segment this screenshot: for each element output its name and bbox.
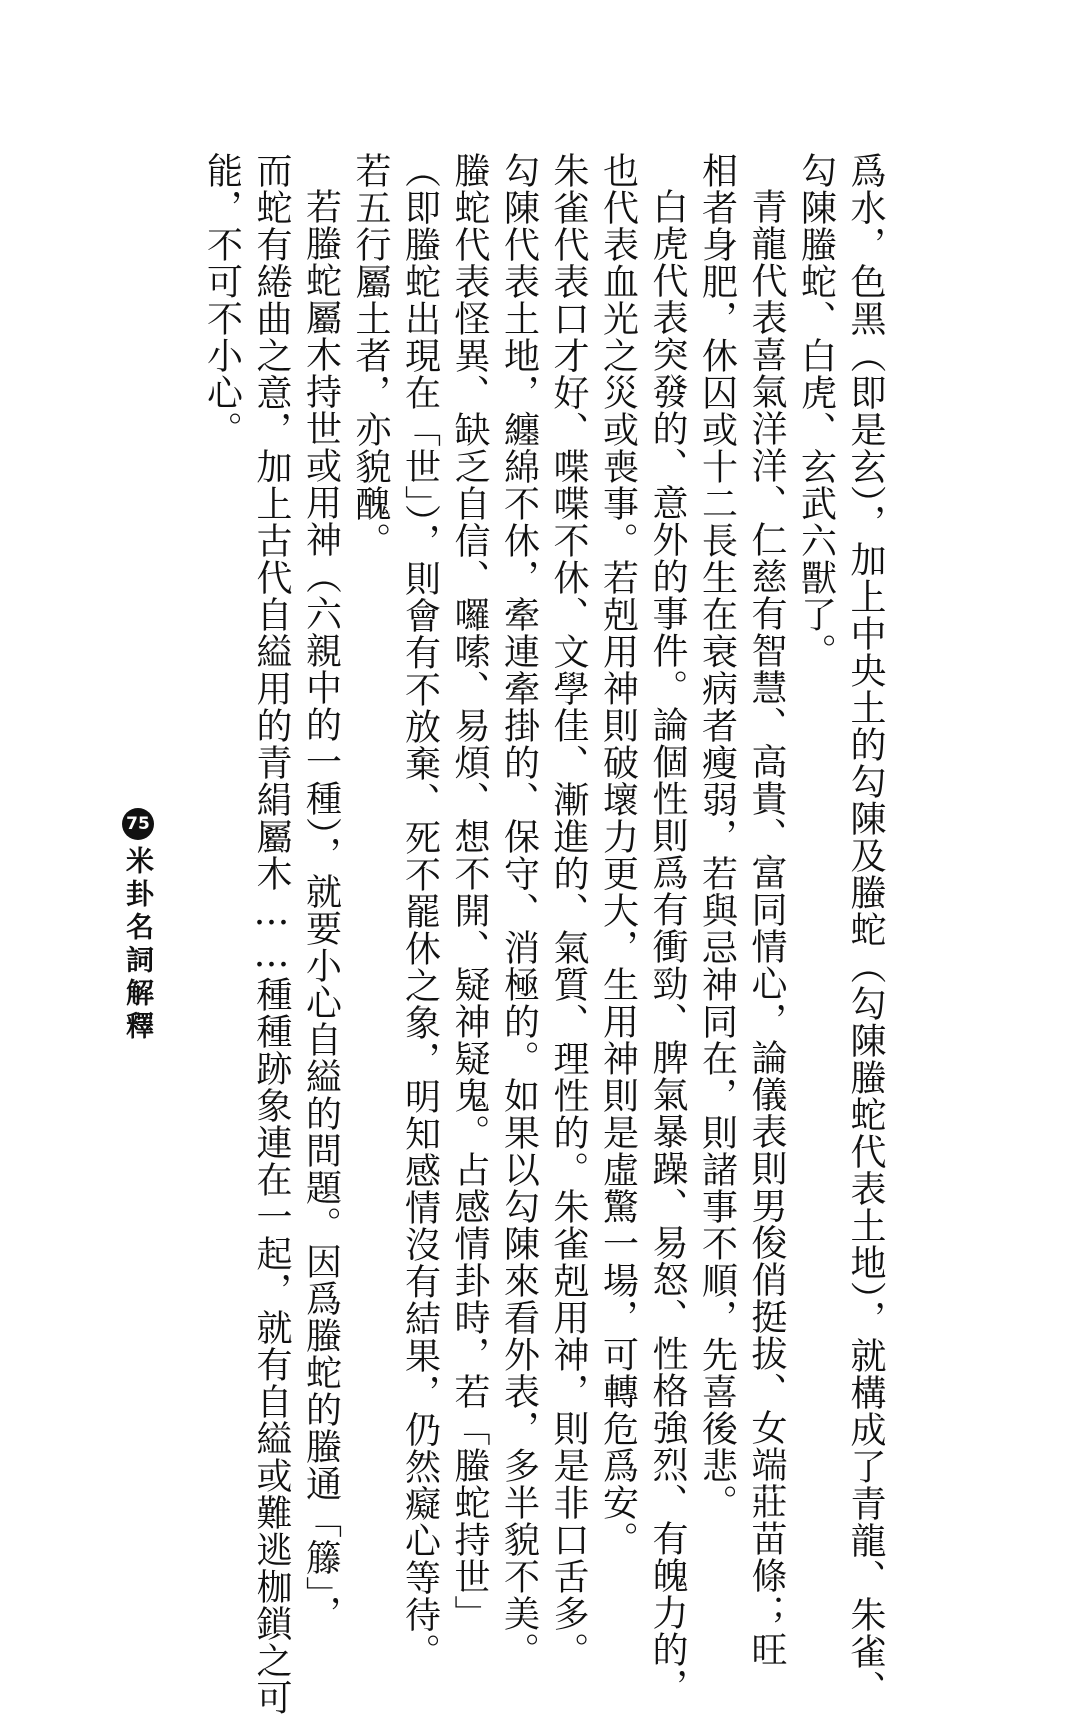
text-line: 而蛇有綣曲之意，加上古代自縊用的青絹屬木……種種跡象連在一起，就有自縊或難逃枷鎖之可 xyxy=(251,152,292,1716)
text-line: 若螣蛇屬木持世或用神（六親中的一種），就要小心自縊的問題。因爲螣蛇的螣通「籐」， xyxy=(300,188,342,1632)
text-line: 白虎代表突發的、意外的事件。論個性則爲有衝勁、脾氣暴躁、易怒、性格強烈、有魄力的， xyxy=(647,188,688,1705)
text-line: 螣蛇代表怪異、缺乏自信、囉嗦、易煩、想不開、疑神疑鬼。占感情卦時，若「螣蛇持世」 xyxy=(449,152,490,1632)
text-line: 勾陳螣蛇、白虎、玄武六獸了。 xyxy=(795,152,837,670)
book-title: 米卦名詞解釋 xyxy=(122,846,155,1044)
text-line: 也代表血光之災或喪事。若剋用神則破壞力更大，生用神則是虛驚一場，可轉危爲安。 xyxy=(597,152,639,1558)
text-line: 青龍代表喜氣洋洋、仁慈有智慧、高貴、富同情心，論儀表則男俊俏挺拔、女端莊苗條；旺 xyxy=(746,188,787,1668)
text-line: 勾陳代表土地，纏綿不休，牽連牽掛的、保守、消極的。如果以勾陳來看外表，多半貌不美。 xyxy=(498,152,540,1669)
text-line: 朱雀代表口才好、喋喋不休、文學佳、漸進的、氣質、理性的。朱雀剋用神，則是非口舌多。 xyxy=(548,152,589,1669)
page-number: 75 xyxy=(122,808,154,840)
text-line: （即螣蛇出現在「世」），則會有不放棄、死不罷休之象，明知感情沒有結果，仍然癡心等待。 xyxy=(399,152,441,1670)
page-footer xyxy=(118,808,158,1044)
body-text xyxy=(197,152,890,1716)
text-line: 若五行屬土者，亦貌醜。 xyxy=(350,152,391,559)
text-line: 爲水，色黑（即是玄），加上中央土的勾陳及螣蛇（勾陳螣蛇代表土地），就構成了青龍、朱雀、 xyxy=(845,152,886,1707)
text-line: 相者身肥，休囚或十二長生在衰病者瘦弱，若與忌神同在，則諸事不順，先喜後悲。 xyxy=(696,152,738,1521)
text-line: 能，不可不小心。 xyxy=(201,152,243,448)
